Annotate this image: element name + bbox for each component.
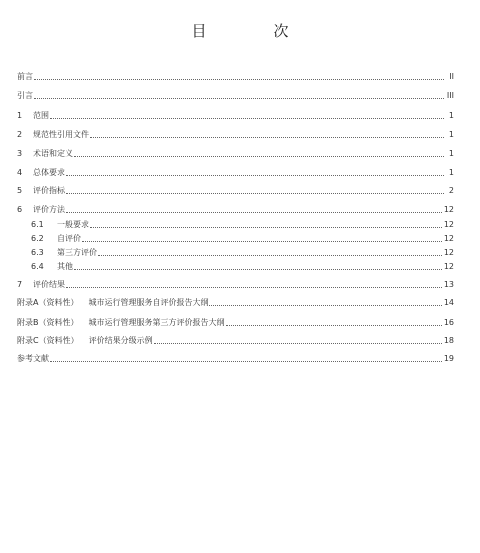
toc-page-number: 18 [443,336,454,345]
toc-entry-3[interactable] [17,147,454,159]
toc-page-number: 1 [448,168,454,177]
dot-leader [50,360,442,362]
toc-entry-1[interactable] [17,109,454,121]
toc-entry-6-4[interactable] [31,260,454,272]
toc-appendix-prefix: 附录B（资料性） [17,318,79,327]
toc-label: 评价结果分级示例 [88,336,153,345]
toc-label: 城市运行管理服务自评价报告大纲 [88,298,209,307]
toc-label: 第三方评价 [57,248,97,257]
toc-number: 3 [17,149,23,158]
toc-page-number: III [446,91,454,100]
dot-leader [34,78,444,80]
toc-entry-2[interactable] [17,128,454,140]
toc-number: 6.3 [31,248,44,257]
dot-leader [82,240,442,242]
dot-leader [90,136,444,138]
toc-page-number: 16 [443,318,454,327]
toc-entry-appendix-a[interactable] [17,296,454,308]
toc-page-number: 19 [443,354,454,363]
toc-label: 城市运行管理服务第三方评价报告大纲 [88,318,225,327]
toc-page-number: 12 [443,248,454,257]
toc-number: 7 [17,280,23,289]
dot-leader [66,174,444,176]
toc-page-number: II [449,72,454,81]
toc-label: 术语和定义 [33,149,73,158]
toc-label: 总体要求 [33,168,65,177]
toc-page-number: 2 [448,186,454,195]
dot-leader [226,324,442,326]
dot-leader [74,155,444,157]
toc-label: 其他 [57,262,73,271]
toc-entry-references[interactable] [17,352,454,364]
toc-number: 4 [17,168,23,177]
toc-number: 6 [17,205,23,214]
toc-page-number: 12 [443,234,454,243]
toc-number: 6.2 [31,234,44,243]
toc-page-number: 1 [448,130,454,139]
toc-page-number: 1 [448,149,454,158]
toc-page-number: 14 [443,298,454,307]
toc-page-number: 12 [443,205,454,214]
dot-leader [90,226,442,228]
dot-leader [66,211,442,213]
toc-entry-5[interactable] [17,184,454,196]
toc-label: 一般要求 [57,220,89,229]
toc-entry-6-2[interactable] [31,232,454,244]
toc-entry-4[interactable] [17,166,454,178]
toc-page-number: 13 [443,280,454,289]
page-title: 目 次 [191,22,315,40]
toc-number: 5 [17,186,23,195]
toc-entry-6-1[interactable] [31,218,454,230]
dot-leader [209,304,441,306]
toc-page-number: 1 [448,111,454,120]
toc-page-number: 12 [443,262,454,271]
toc-label: 评价方法 [33,205,65,214]
toc-label: 范围 [33,111,49,120]
toc-label: 评价结果 [33,280,65,289]
toc-label: 规范性引用文件 [33,130,89,139]
toc-entry-preface[interactable] [17,70,454,82]
toc-appendix-prefix: 附录C（资料性） [17,336,79,345]
toc-entry-7[interactable] [17,278,454,290]
dot-leader [34,97,444,99]
toc-entry-introduction[interactable] [17,89,454,101]
dot-leader [66,286,442,288]
dot-leader [154,342,442,344]
toc-number: 1 [17,111,23,120]
toc-entry-6[interactable] [17,203,454,215]
toc-label: 自评价 [57,234,81,243]
toc-entry-appendix-b[interactable] [17,316,454,328]
toc-number: 6.1 [31,220,44,229]
dot-leader [50,117,444,119]
toc-appendix-prefix: 附录A（资料性） [17,298,79,307]
dot-leader [98,254,442,256]
toc-label: 评价指标 [33,186,65,195]
toc-entry-6-3[interactable] [31,246,454,258]
dot-leader [74,268,442,270]
toc-label: 前言 [17,72,33,81]
toc-page-number: 12 [443,220,454,229]
toc-label: 引言 [17,91,33,100]
toc-number: 2 [17,130,23,139]
dot-leader [66,192,444,194]
toc-label: 参考文献 [17,354,49,363]
toc-number: 6.4 [31,262,44,271]
toc-entry-appendix-c[interactable] [17,334,454,346]
